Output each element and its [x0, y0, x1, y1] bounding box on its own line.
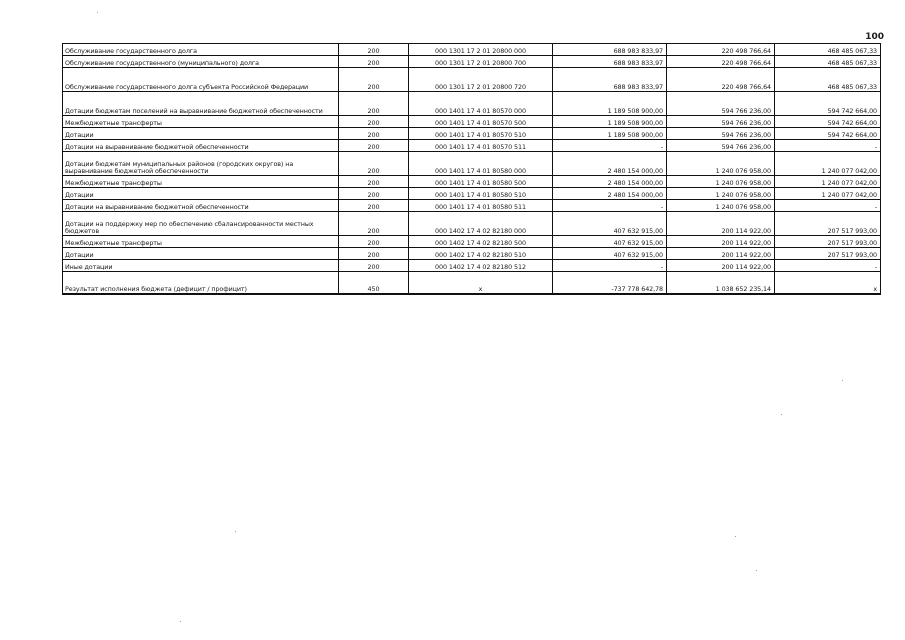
row-name: Межбюджетные трансферты	[63, 116, 339, 128]
row-executed: 200 114 922,00	[667, 212, 775, 236]
row-code: 200	[339, 116, 409, 128]
row-remainder: 594 742 664,00	[775, 116, 881, 128]
row-approved: -	[553, 260, 667, 272]
row-remainder: 594 742 664,00	[775, 128, 881, 140]
row-executed: 594 766 236,00	[667, 128, 775, 140]
scan-speck	[842, 380, 843, 381]
row-kbk: 000 1402 17 4 02 82180 000	[409, 212, 553, 236]
scan-speck	[180, 621, 181, 622]
row-kbk: 000 1401 17 4 01 80570 000	[409, 92, 553, 116]
budget-execution-table	[62, 43, 881, 295]
row-approved: 688 983 833,97	[553, 56, 667, 68]
row-executed: 220 498 766,64	[667, 44, 775, 56]
row-code: 200	[339, 152, 409, 176]
row-executed: 1 240 076 958,00	[667, 188, 775, 200]
table-row	[63, 188, 881, 200]
row-name: Обслуживание государственного (муниципального) долга	[63, 56, 339, 68]
result-kbk: x	[409, 272, 553, 294]
table-row	[63, 176, 881, 188]
table-body	[63, 44, 881, 294]
row-executed: 1 240 076 958,00	[667, 176, 775, 188]
row-kbk: 000 1401 17 4 01 80570 511	[409, 140, 553, 152]
table-row	[63, 92, 881, 116]
row-code: 200	[339, 68, 409, 92]
row-approved: 688 983 833,97	[553, 44, 667, 56]
row-kbk: 000 1402 17 4 02 82180 500	[409, 236, 553, 248]
row-approved: 2 480 154 000,00	[553, 176, 667, 188]
table-row	[63, 212, 881, 236]
row-code: 200	[339, 260, 409, 272]
row-name: Дотации бюджетам поселений на выравнивание бюджетной обеспеченности	[63, 92, 339, 116]
page-number: 100	[865, 32, 884, 40]
row-remainder: 1 240 077 042,00	[775, 152, 881, 176]
row-kbk: 000 1401 17 4 01 80570 510	[409, 128, 553, 140]
row-executed: 594 766 236,00	[667, 116, 775, 128]
row-remainder: 1 240 077 042,00	[775, 176, 881, 188]
row-code: 200	[339, 236, 409, 248]
row-code: 200	[339, 44, 409, 56]
table-row	[63, 116, 881, 128]
row-code: 200	[339, 128, 409, 140]
table-row	[63, 68, 881, 92]
table-row	[63, 56, 881, 68]
row-approved: 407 632 915,00	[553, 236, 667, 248]
row-name: Обслуживание государственного долга	[63, 44, 339, 56]
table-row	[63, 140, 881, 152]
row-approved: 1 189 508 900,00	[553, 116, 667, 128]
row-remainder: 468 485 067,33	[775, 56, 881, 68]
result-code: 450	[339, 272, 409, 294]
row-executed: 1 240 076 958,00	[667, 200, 775, 212]
row-remainder: 594 742 664,00	[775, 92, 881, 116]
row-remainder: 207 517 993,00	[775, 248, 881, 260]
row-approved: 407 632 915,00	[553, 212, 667, 236]
row-name: Дотации на выравнивание бюджетной обеспеченности	[63, 140, 339, 152]
row-name: Дотации	[63, 248, 339, 260]
result-approved: -737 778 642,78	[553, 272, 667, 294]
row-executed: 200 114 922,00	[667, 260, 775, 272]
row-code: 200	[339, 200, 409, 212]
row-name: Дотации на поддержку мер по обеспечению сбалансированности местных бюджетов	[63, 212, 339, 236]
row-name: Обслуживание государственного долга субъекта Российской Федерации	[63, 68, 339, 92]
row-name: Дотации	[63, 128, 339, 140]
row-executed: 200 114 922,00	[667, 248, 775, 260]
row-name: Дотации	[63, 188, 339, 200]
row-approved: 407 632 915,00	[553, 248, 667, 260]
row-name: Иные дотации	[63, 260, 339, 272]
row-approved: 1 189 508 900,00	[553, 128, 667, 140]
table-row	[63, 200, 881, 212]
row-remainder: -	[775, 260, 881, 272]
row-remainder: -	[775, 200, 881, 212]
row-approved: 688 983 833,97	[553, 68, 667, 92]
row-executed: 594 766 236,00	[667, 140, 775, 152]
row-approved: -	[553, 140, 667, 152]
row-kbk: 000 1401 17 4 01 80580 000	[409, 152, 553, 176]
row-name: Дотации на выравнивание бюджетной обеспеченности	[63, 200, 339, 212]
row-executed: 200 114 922,00	[667, 236, 775, 248]
row-executed: 1 240 076 958,00	[667, 152, 775, 176]
table-row	[63, 128, 881, 140]
row-approved: 2 480 154 000,00	[553, 188, 667, 200]
row-name: Дотации бюджетам муниципальных районов (городских округов) на выравнивание бюджетной обеспеченности	[63, 152, 339, 176]
row-kbk: 000 1402 17 4 02 82180 512	[409, 260, 553, 272]
result-name: Результат исполнения бюджета (дефицит / профицит)	[63, 272, 339, 294]
result-remainder: x	[775, 272, 881, 294]
scan-speck	[735, 536, 736, 537]
table-row	[63, 152, 881, 176]
table-row	[63, 236, 881, 248]
row-approved: -	[553, 200, 667, 212]
row-code: 200	[339, 188, 409, 200]
row-kbk: 000 1301 17 2 01 20800 720	[409, 68, 553, 92]
table-row	[63, 260, 881, 272]
scan-speck	[756, 570, 757, 571]
row-kbk: 000 1401 17 4 01 80580 511	[409, 200, 553, 212]
row-kbk: 000 1402 17 4 02 82180 510	[409, 248, 553, 260]
row-code: 200	[339, 248, 409, 260]
row-kbk: 000 1301 17 2 01 20800 700	[409, 56, 553, 68]
table-row	[63, 44, 881, 56]
row-kbk: 000 1401 17 4 01 80570 500	[409, 116, 553, 128]
row-kbk: 000 1401 17 4 01 80580 500	[409, 176, 553, 188]
scan-speck	[235, 531, 236, 532]
result-executed: 1 038 652 235,14	[667, 272, 775, 294]
row-executed: 220 498 766,64	[667, 56, 775, 68]
row-approved: 2 480 154 000,00	[553, 152, 667, 176]
table-row	[63, 248, 881, 260]
row-code: 200	[339, 212, 409, 236]
scan-speck	[781, 414, 782, 415]
row-remainder: 468 485 067,33	[775, 44, 881, 56]
row-approved: 1 189 508 900,00	[553, 92, 667, 116]
row-code: 200	[339, 92, 409, 116]
row-remainder: 1 240 077 042,00	[775, 188, 881, 200]
scan-speck	[97, 12, 98, 13]
row-remainder: 468 485 067,33	[775, 68, 881, 92]
row-remainder: -	[775, 140, 881, 152]
row-remainder: 207 517 993,00	[775, 212, 881, 236]
row-executed: 594 766 236,00	[667, 92, 775, 116]
row-code: 200	[339, 56, 409, 68]
row-name: Межбюджетные трансферты	[63, 236, 339, 248]
row-kbk: 000 1401 17 4 01 80580 510	[409, 188, 553, 200]
row-executed: 220 498 766,64	[667, 68, 775, 92]
row-remainder: 207 517 993,00	[775, 236, 881, 248]
row-code: 200	[339, 176, 409, 188]
row-name: Межбюджетные трансферты	[63, 176, 339, 188]
row-kbk: 000 1301 17 2 01 20800 000	[409, 44, 553, 56]
result-row	[63, 272, 881, 294]
row-code: 200	[339, 140, 409, 152]
